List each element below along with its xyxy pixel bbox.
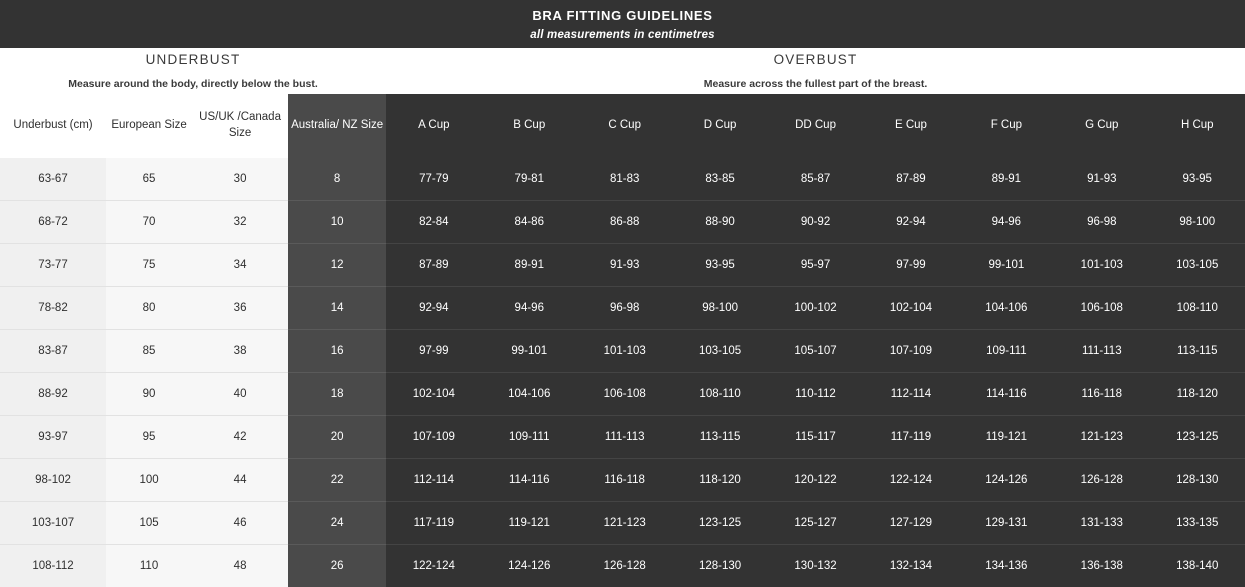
cell-cup-8: 128-130 (1150, 459, 1245, 502)
cell-australia-nz-size: 20 (288, 416, 386, 459)
cell-european-size: 70 (106, 201, 192, 244)
cell-european-size: 75 (106, 244, 192, 287)
cell-cup-3: 98-100 (672, 287, 767, 330)
cell-cup-0: 102-104 (386, 373, 481, 416)
cell-cup-1: 84-86 (482, 201, 577, 244)
cell-european-size: 90 (106, 373, 192, 416)
cell-australia-nz-size: 18 (288, 373, 386, 416)
cell-cup-7: 96-98 (1054, 201, 1149, 244)
cell-cup-3: 118-120 (672, 459, 767, 502)
overbust-title: OVERBUST (773, 52, 858, 68)
cell-cup-3: 113-115 (672, 416, 767, 459)
cell-cup-2: 91-93 (577, 244, 672, 287)
cell-cup-1: 109-111 (482, 416, 577, 459)
header-cup-dd: DD Cup (768, 94, 863, 158)
cell-cup-2: 121-123 (577, 502, 672, 545)
cell-cup-5: 102-104 (863, 287, 958, 330)
cell-cup-7: 121-123 (1054, 416, 1149, 459)
cell-cup-0: 107-109 (386, 416, 481, 459)
cell-us-uk-canada-size: 32 (192, 201, 288, 244)
cell-cup-1: 79-81 (482, 158, 577, 201)
cell-us-uk-canada-size: 46 (192, 502, 288, 545)
cell-cup-3: 123-125 (672, 502, 767, 545)
cell-cup-2: 81-83 (577, 158, 672, 201)
cell-cup-5: 107-109 (863, 330, 958, 373)
cell-cup-7: 131-133 (1054, 502, 1149, 545)
cell-cup-3: 128-130 (672, 545, 767, 587)
cell-cup-6: 99-101 (959, 244, 1054, 287)
cell-cup-1: 89-91 (482, 244, 577, 287)
cell-cup-7: 116-118 (1054, 373, 1149, 416)
cell-european-size: 65 (106, 158, 192, 201)
cell-cup-5: 117-119 (863, 416, 958, 459)
cell-cup-3: 93-95 (672, 244, 767, 287)
cell-cup-8: 118-120 (1150, 373, 1245, 416)
cell-cup-4: 120-122 (768, 459, 863, 502)
table-row (0, 502, 1245, 545)
cell-cup-4: 125-127 (768, 502, 863, 545)
cell-cup-7: 91-93 (1054, 158, 1149, 201)
cell-underbust: 78-82 (0, 287, 106, 330)
cell-cup-5: 132-134 (863, 545, 958, 587)
chart-banner (0, 0, 1245, 48)
table-body (0, 158, 1245, 587)
table-row (0, 244, 1245, 287)
cell-cup-6: 109-111 (959, 330, 1054, 373)
cell-european-size: 105 (106, 502, 192, 545)
cell-cup-8: 108-110 (1150, 287, 1245, 330)
cell-cup-0: 117-119 (386, 502, 481, 545)
cell-cup-7: 126-128 (1054, 459, 1149, 502)
cell-cup-1: 119-121 (482, 502, 577, 545)
cell-cup-2: 101-103 (577, 330, 672, 373)
chart-title: BRA FITTING GUIDELINES (532, 7, 713, 23)
cell-cup-3: 103-105 (672, 330, 767, 373)
cell-cup-5: 87-89 (863, 158, 958, 201)
cell-cup-8: 133-135 (1150, 502, 1245, 545)
cell-cup-4: 115-117 (768, 416, 863, 459)
cell-cup-7: 111-113 (1054, 330, 1149, 373)
cell-cup-6: 114-116 (959, 373, 1054, 416)
cell-australia-nz-size: 12 (288, 244, 386, 287)
cell-cup-6: 119-121 (959, 416, 1054, 459)
cell-cup-0: 92-94 (386, 287, 481, 330)
cell-european-size: 100 (106, 459, 192, 502)
cell-cup-7: 106-108 (1054, 287, 1149, 330)
header-us-uk-canada-size: US/UK /Canada Size (192, 94, 288, 158)
cell-cup-3: 88-90 (672, 201, 767, 244)
underbust-note: Measure around the body, directly below the bust. (68, 78, 318, 91)
cell-cup-1: 94-96 (482, 287, 577, 330)
cell-cup-4: 110-112 (768, 373, 863, 416)
cell-us-uk-canada-size: 38 (192, 330, 288, 373)
cell-us-uk-canada-size: 30 (192, 158, 288, 201)
cell-us-uk-canada-size: 48 (192, 545, 288, 587)
underbust-title: UNDERBUST (145, 52, 241, 68)
cell-cup-5: 127-129 (863, 502, 958, 545)
table-row (0, 287, 1245, 330)
cell-cup-6: 94-96 (959, 201, 1054, 244)
cell-cup-7: 101-103 (1054, 244, 1149, 287)
section-headings (0, 48, 1245, 94)
table-row (0, 330, 1245, 373)
cell-cup-0: 87-89 (386, 244, 481, 287)
header-cup-c: C Cup (577, 94, 672, 158)
overbust-section-heading (386, 48, 1245, 94)
table-row (0, 545, 1245, 587)
cell-cup-8: 93-95 (1150, 158, 1245, 201)
cell-cup-4: 95-97 (768, 244, 863, 287)
cell-cup-4: 85-87 (768, 158, 863, 201)
header-cup-h: H Cup (1150, 94, 1245, 158)
cell-australia-nz-size: 14 (288, 287, 386, 330)
cell-cup-0: 122-124 (386, 545, 481, 587)
cell-european-size: 110 (106, 545, 192, 587)
cell-australia-nz-size: 26 (288, 545, 386, 587)
cell-cup-8: 138-140 (1150, 545, 1245, 587)
cell-cup-6: 124-126 (959, 459, 1054, 502)
header-australia-nz-size: Australia/ NZ Size (288, 94, 386, 158)
cell-cup-0: 82-84 (386, 201, 481, 244)
cell-european-size: 85 (106, 330, 192, 373)
cell-cup-5: 92-94 (863, 201, 958, 244)
cell-cup-2: 96-98 (577, 287, 672, 330)
cell-european-size: 95 (106, 416, 192, 459)
cell-underbust: 93-97 (0, 416, 106, 459)
header-cup-f: F Cup (959, 94, 1054, 158)
header-cup-d: D Cup (672, 94, 767, 158)
cell-cup-8: 123-125 (1150, 416, 1245, 459)
cell-cup-3: 83-85 (672, 158, 767, 201)
table-row (0, 373, 1245, 416)
cell-cup-0: 97-99 (386, 330, 481, 373)
cell-underbust: 73-77 (0, 244, 106, 287)
cell-cup-2: 126-128 (577, 545, 672, 587)
cell-cup-4: 100-102 (768, 287, 863, 330)
cell-cup-2: 106-108 (577, 373, 672, 416)
cell-cup-7: 136-138 (1054, 545, 1149, 587)
cell-australia-nz-size: 22 (288, 459, 386, 502)
cell-european-size: 80 (106, 287, 192, 330)
cell-us-uk-canada-size: 42 (192, 416, 288, 459)
cell-cup-5: 122-124 (863, 459, 958, 502)
cell-cup-8: 98-100 (1150, 201, 1245, 244)
cell-cup-0: 112-114 (386, 459, 481, 502)
cell-cup-6: 104-106 (959, 287, 1054, 330)
table-header-row (0, 94, 1245, 158)
cell-cup-5: 97-99 (863, 244, 958, 287)
cell-cup-8: 103-105 (1150, 244, 1245, 287)
header-cup-g: G Cup (1054, 94, 1149, 158)
cell-cup-6: 129-131 (959, 502, 1054, 545)
cell-cup-0: 77-79 (386, 158, 481, 201)
cell-cup-1: 124-126 (482, 545, 577, 587)
cell-cup-8: 113-115 (1150, 330, 1245, 373)
cell-underbust: 108-112 (0, 545, 106, 587)
overbust-note: Measure across the fullest part of the breast. (703, 78, 928, 91)
cell-cup-5: 112-114 (863, 373, 958, 416)
cell-us-uk-canada-size: 44 (192, 459, 288, 502)
table-row (0, 416, 1245, 459)
cell-cup-2: 111-113 (577, 416, 672, 459)
header-cup-e: E Cup (863, 94, 958, 158)
cell-underbust: 88-92 (0, 373, 106, 416)
cell-us-uk-canada-size: 40 (192, 373, 288, 416)
cell-australia-nz-size: 24 (288, 502, 386, 545)
cell-underbust: 63-67 (0, 158, 106, 201)
table-row (0, 158, 1245, 201)
cell-us-uk-canada-size: 34 (192, 244, 288, 287)
cell-cup-1: 104-106 (482, 373, 577, 416)
underbust-section-heading (0, 48, 386, 94)
cell-underbust: 103-107 (0, 502, 106, 545)
cell-australia-nz-size: 10 (288, 201, 386, 244)
cell-cup-4: 130-132 (768, 545, 863, 587)
header-european-size: European Size (106, 94, 192, 158)
cell-cup-4: 105-107 (768, 330, 863, 373)
cell-underbust: 83-87 (0, 330, 106, 373)
cell-underbust: 68-72 (0, 201, 106, 244)
cell-cup-3: 108-110 (672, 373, 767, 416)
table-row (0, 459, 1245, 502)
header-cup-b: B Cup (482, 94, 577, 158)
cell-cup-6: 134-136 (959, 545, 1054, 587)
header-cup-a: A Cup (386, 94, 481, 158)
cell-cup-6: 89-91 (959, 158, 1054, 201)
header-underbust: Underbust (cm) (0, 94, 106, 158)
size-table (0, 94, 1245, 587)
cell-australia-nz-size: 16 (288, 330, 386, 373)
cell-cup-4: 90-92 (768, 201, 863, 244)
cell-australia-nz-size: 8 (288, 158, 386, 201)
cell-us-uk-canada-size: 36 (192, 287, 288, 330)
table-row (0, 201, 1245, 244)
cell-cup-2: 86-88 (577, 201, 672, 244)
cell-cup-1: 99-101 (482, 330, 577, 373)
cell-cup-2: 116-118 (577, 459, 672, 502)
chart-subtitle: all measurements in centimetres (530, 28, 715, 41)
cell-cup-1: 114-116 (482, 459, 577, 502)
cell-underbust: 98-102 (0, 459, 106, 502)
